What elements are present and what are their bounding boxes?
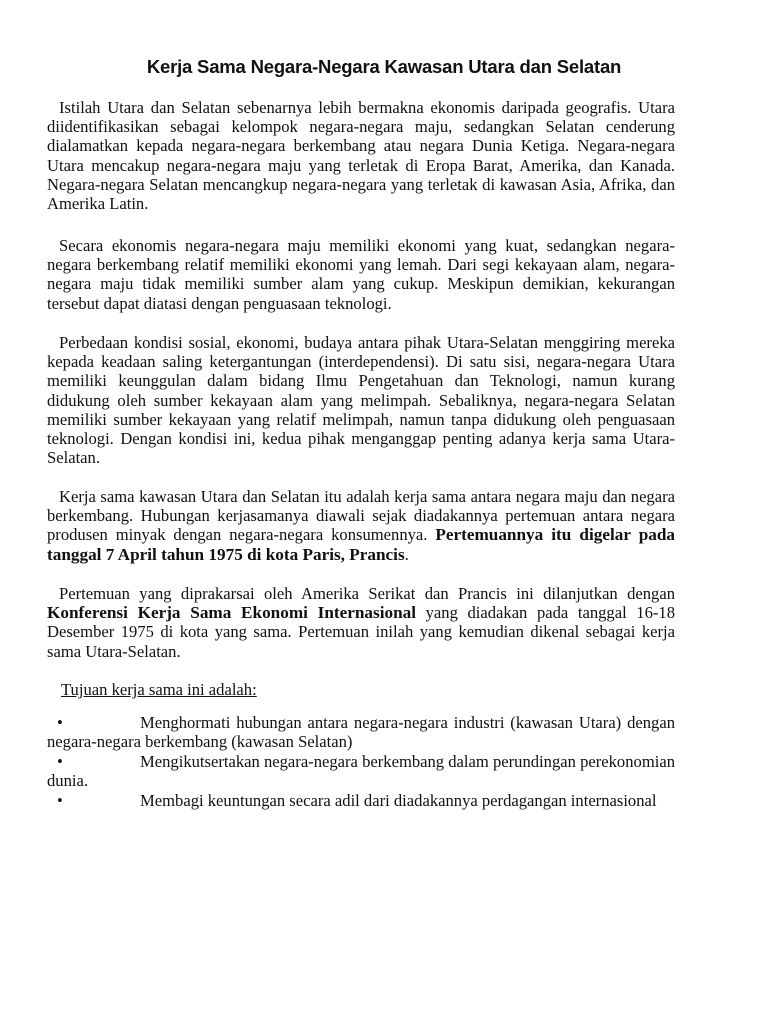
paragraph-2: Secara ekonomis negara-negara maju memiliki ekonomi yang kuat, sedangkan negara-negara berkembang relatif memiliki ekonomi yang lemah. Dari segi kekayaan alam, negara-negara maju tidak memiliki sumber alam yang cukup. Meskipun demikian, kekurangan tersebut dapat diatasi dengan penguasaan teknologi.: [47, 236, 675, 313]
paragraph-1: Istilah Utara dan Selatan sebenarnya lebih bermakna ekonomis daripada geografis. Utara diidentifikasikan sebagai kelompok negara-negara maju, sedangkan Selatan cenderung dialamatkan kepada negara-negara berkembang atau negara Dunia Ketiga. Negara-negara Utara mencakup negara-negara maju yang terletak di Eropa Barat, Amerika, dan Kanada. Negara-negara Selatan mencangkup negara-negara yang terletak di kawasan Asia, Afrika, dan Amerika Latin.: [47, 98, 675, 214]
bullet-icon: •: [57, 791, 63, 810]
goal-item: [47, 752, 675, 790]
goal-item: [47, 713, 675, 751]
paragraph-4-end: .: [404, 544, 409, 564]
paragraph-4: [47, 487, 675, 564]
bullet-icon: •: [57, 752, 63, 771]
goal-text: Membagi keuntungan secara adil dari diadakannya perdagangan internasional: [140, 791, 657, 810]
goal-text: Menghormati hubungan antara negara-negara industri (kawasan Utara) dengan negara-negara berkembang (kawasan Selatan): [47, 713, 675, 752]
goal-text: Mengikutsertakan negara-negara berkembang dalam perundingan perekonomian dunia.: [47, 752, 675, 791]
bullet-icon: •: [57, 713, 63, 732]
goals-heading-text: Tujuan kerja sama ini adalah:: [61, 680, 257, 699]
goals-heading: [47, 680, 675, 699]
paragraph-5-bold: Konferensi Kerja Sama Ekonomi Internasional: [47, 603, 417, 623]
goal-item: [47, 791, 675, 810]
paragraph-4-text: Kerja sama kawasan Utara dan Selatan itu adalah kerja sama antara negara maju dan negara berkembang. Hubungan kerjasamanya diawali sejak diadakannya pertemuan antara negara produsen minyak dengan negara-negara konsumennya.: [47, 487, 675, 545]
paragraph-5-end: yang diadakan pada tanggal 16-18 Desember 1975 di kota yang sama. Pertemuan inilah yang kemudian dikenal sebagai kerja sama Utara-Selatan.: [47, 603, 675, 661]
paragraph-4-bold: Pertemuannya itu digelar pada tanggal 7 April tahun 1975 di kota Paris, Prancis: [47, 525, 675, 564]
document-title: Kerja Sama Negara-Negara Kawasan Utara dan Selatan: [146, 56, 622, 77]
paragraph-3: Perbedaan kondisi sosial, ekonomi, budaya antara pihak Utara-Selatan menggiring mereka kepada keadaan saling ketergantungan (interdependensi). Di satu sisi, negara-negara Utara memiliki keunggulan dalam bidang Ilmu Pengetahuan dan Teknologi, namun kurang didukung oleh sumber kekayaan alam yang melimpah. Sebaliknya, negara-negara Selatan memiliki sumber kekayaan yang relatif melimpah, namun tanpa didukung oleh penguasaan teknologi. Dengan kondisi ini, kedua pihak menganggap penting adanya kerja sama Utara-Selatan.: [47, 333, 675, 468]
paragraph-5-text: Pertemuan yang diprakarsai oleh Amerika Serikat dan Prancis ini dilanjutkan dengan: [59, 584, 675, 603]
paragraph-5: [47, 584, 675, 661]
